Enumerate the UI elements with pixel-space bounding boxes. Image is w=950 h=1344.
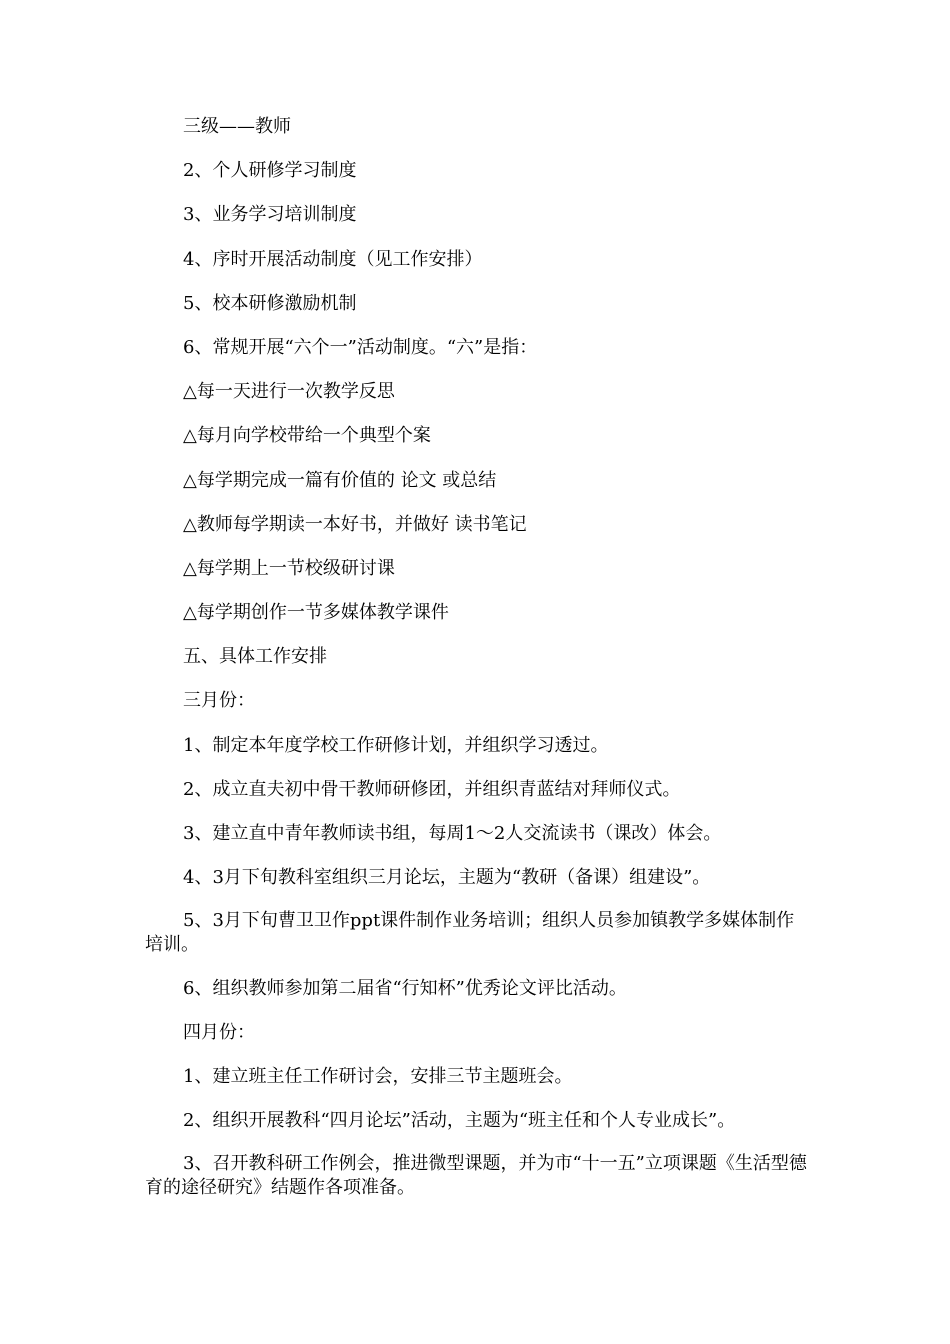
- april-item-2: 2、组织开展教科“四月论坛”活动，主题为“班主任和个人专业成长”。: [183, 1110, 736, 1132]
- march-item-1: 1、制定本年度学校工作研修计划，并组织学习透过。: [183, 734, 609, 756]
- march-item-5: 5、3月下旬曹卫卫作ppt课件制作业务培训；组织人员参加镇教学多媒体制作培训。: [145, 910, 795, 956]
- paragraph-activity-system: 4、序时开展活动制度（见工作安排）: [183, 248, 483, 270]
- april-item-1: 1、建立班主任工作研讨会，安排三节主题班会。: [183, 1065, 573, 1087]
- march-item-3: 3、建立直中青年教师读书组，每周1～2人交流读书（课改）体会。: [183, 823, 722, 844]
- list-item-reading-notes: △教师每学期读一本好书，并做好 读书笔记: [183, 513, 527, 535]
- april-item-3: 3、召开教科研工作例会，推进微型课题，并为市“十一五”立项课题《生活型德育的途径研究》结题作各项准备。: [145, 1153, 807, 1199]
- month-heading-march: 三月份：: [183, 690, 255, 712]
- list-item-monthly-case: △每月向学校带给一个典型个案: [183, 425, 431, 447]
- document-body: [145, 114, 810, 1219]
- list-item-seminar-lesson: △每学期上一节校级研讨课: [183, 557, 395, 579]
- list-item-multimedia-courseware: △每学期创作一节多媒体教学课件: [183, 602, 449, 624]
- paragraph-tier-three-teacher: 三级——教师: [183, 116, 291, 137]
- list-item-semester-paper: △每学期完成一篇有价值的 论文 或总结: [183, 469, 497, 491]
- section-heading-work-arrangement: 五、具体工作安排: [183, 646, 327, 668]
- march-item-6: 6、组织教师参加第二届省“行知杯”优秀论文评比活动。: [183, 977, 627, 999]
- paragraph-personal-study-system: 2、个人研修学习制度: [183, 160, 357, 182]
- list-item-daily-reflection: △每一天进行一次教学反思: [183, 381, 395, 403]
- paragraph-six-ones-system: 6、常规开展“六个一”活动制度。“六”是指：: [183, 336, 538, 358]
- paragraph-incentive-mechanism: 5、校本研修激励机制: [183, 292, 357, 314]
- march-item-2: 2、成立直夫初中骨干教师研修团，并组织青蓝结对拜师仪式。: [183, 778, 681, 800]
- paragraph-business-training-system: 3、业务学习培训制度: [183, 204, 357, 226]
- month-heading-april: 四月份：: [183, 1021, 255, 1043]
- march-item-4: 4、3月下旬教科室组织三月论坛，主题为“教研（备课）组建设”。: [183, 867, 711, 889]
